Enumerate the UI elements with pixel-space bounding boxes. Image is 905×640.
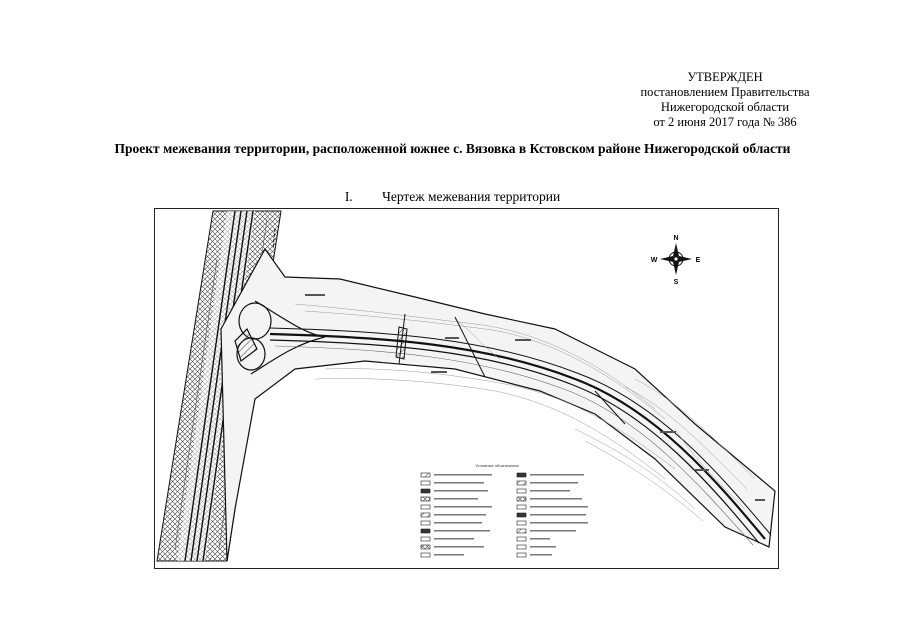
territory-boundary bbox=[221, 249, 775, 561]
section-heading bbox=[0, 189, 905, 205]
legend-descriptions bbox=[434, 474, 588, 556]
legend-title: Условные обозначения bbox=[475, 463, 519, 468]
document-title: Проект межевания территории, расположенной южнее с. Вязовка в Кстовском районе Нижегородской области bbox=[114, 141, 791, 156]
compass-west-label: W bbox=[650, 257, 658, 264]
compass-icon bbox=[651, 235, 701, 286]
approval-authority: постановлением Правительства bbox=[640, 85, 810, 99]
compass-south-label: S bbox=[673, 279, 679, 286]
section-number: I. bbox=[344, 189, 353, 204]
map-legend bbox=[421, 463, 588, 557]
approval-region: Нижегородской области bbox=[660, 100, 790, 114]
compass-north-label: N bbox=[673, 235, 679, 242]
section-label: Чертеж межевания территории bbox=[382, 189, 561, 204]
approval-status: УТВЕРЖДЕН bbox=[687, 70, 763, 84]
drawing-canvas bbox=[155, 209, 779, 569]
survey-drawing bbox=[154, 208, 779, 569]
approval-date: от 2 июня 2017 года № 386 bbox=[653, 115, 797, 129]
compass-east-label: E bbox=[695, 257, 701, 264]
approval-stamp bbox=[605, 70, 845, 130]
